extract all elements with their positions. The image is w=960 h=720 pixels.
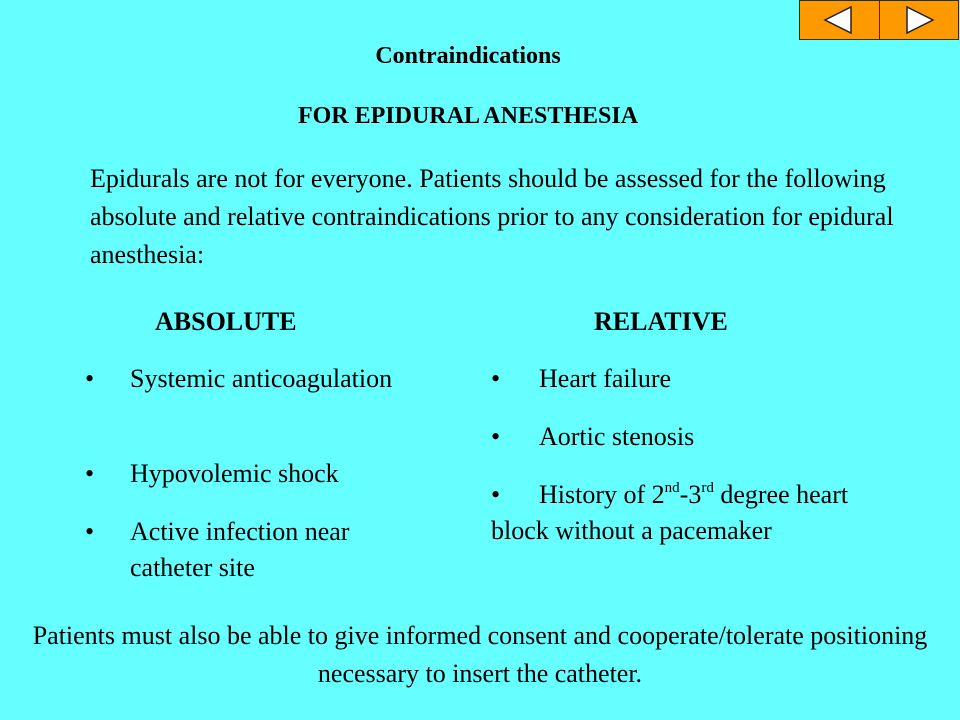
intro-paragraph: Epidurals are not for everyone. Patients should be assessed for the following absolute and relative contraindications prior to any consideration for epidural anesthesia:: [90, 164, 894, 269]
bullet: •: [491, 480, 501, 509]
list-item: [491, 361, 901, 397]
slide-navigation: [799, 0, 959, 40]
list-item: [85, 456, 435, 492]
item-text-part: History of 2: [539, 480, 665, 509]
slide-subtitle: FOR EPIDURAL ANESTHESIA: [297, 103, 639, 129]
item-text-part: -3: [679, 480, 702, 509]
list-item: [491, 477, 901, 549]
bullet: •: [85, 364, 95, 393]
list-item: [85, 361, 435, 397]
triangle-right-icon: [899, 5, 939, 35]
slide-title: Contraindications: [375, 43, 561, 69]
relative-item-text: [491, 480, 848, 545]
absolute-item-text: Hypovolemic shock: [130, 459, 339, 488]
relative-heading: RELATIVE: [594, 307, 728, 336]
bullet: •: [85, 517, 95, 546]
absolute-item-text: Systemic anticoagulation: [130, 364, 393, 393]
ordinal-suffix: nd: [664, 480, 680, 496]
bullet: •: [491, 364, 501, 393]
next-slide-button[interactable]: [880, 1, 959, 39]
absolute-heading: ABSOLUTE: [155, 307, 297, 336]
ordinal-suffix: rd: [701, 480, 714, 496]
absolute-item-text: Active infection near catheter site: [130, 517, 350, 582]
closing-paragraph: Patients must also be able to give informed consent and cooperate/tolerate positioning necessary to insert the catheter.: [32, 621, 928, 688]
list-item: [85, 514, 435, 586]
item-text-part: degree heart block without a pacemaker: [491, 480, 849, 545]
relative-item-text: Heart failure: [539, 364, 672, 393]
triangle-left-icon: [819, 5, 859, 35]
list-item: [491, 419, 901, 455]
bullet: •: [85, 459, 95, 488]
previous-slide-button[interactable]: [800, 1, 880, 39]
relative-item-text: Aortic stenosis: [539, 422, 695, 451]
bullet: •: [491, 422, 501, 451]
